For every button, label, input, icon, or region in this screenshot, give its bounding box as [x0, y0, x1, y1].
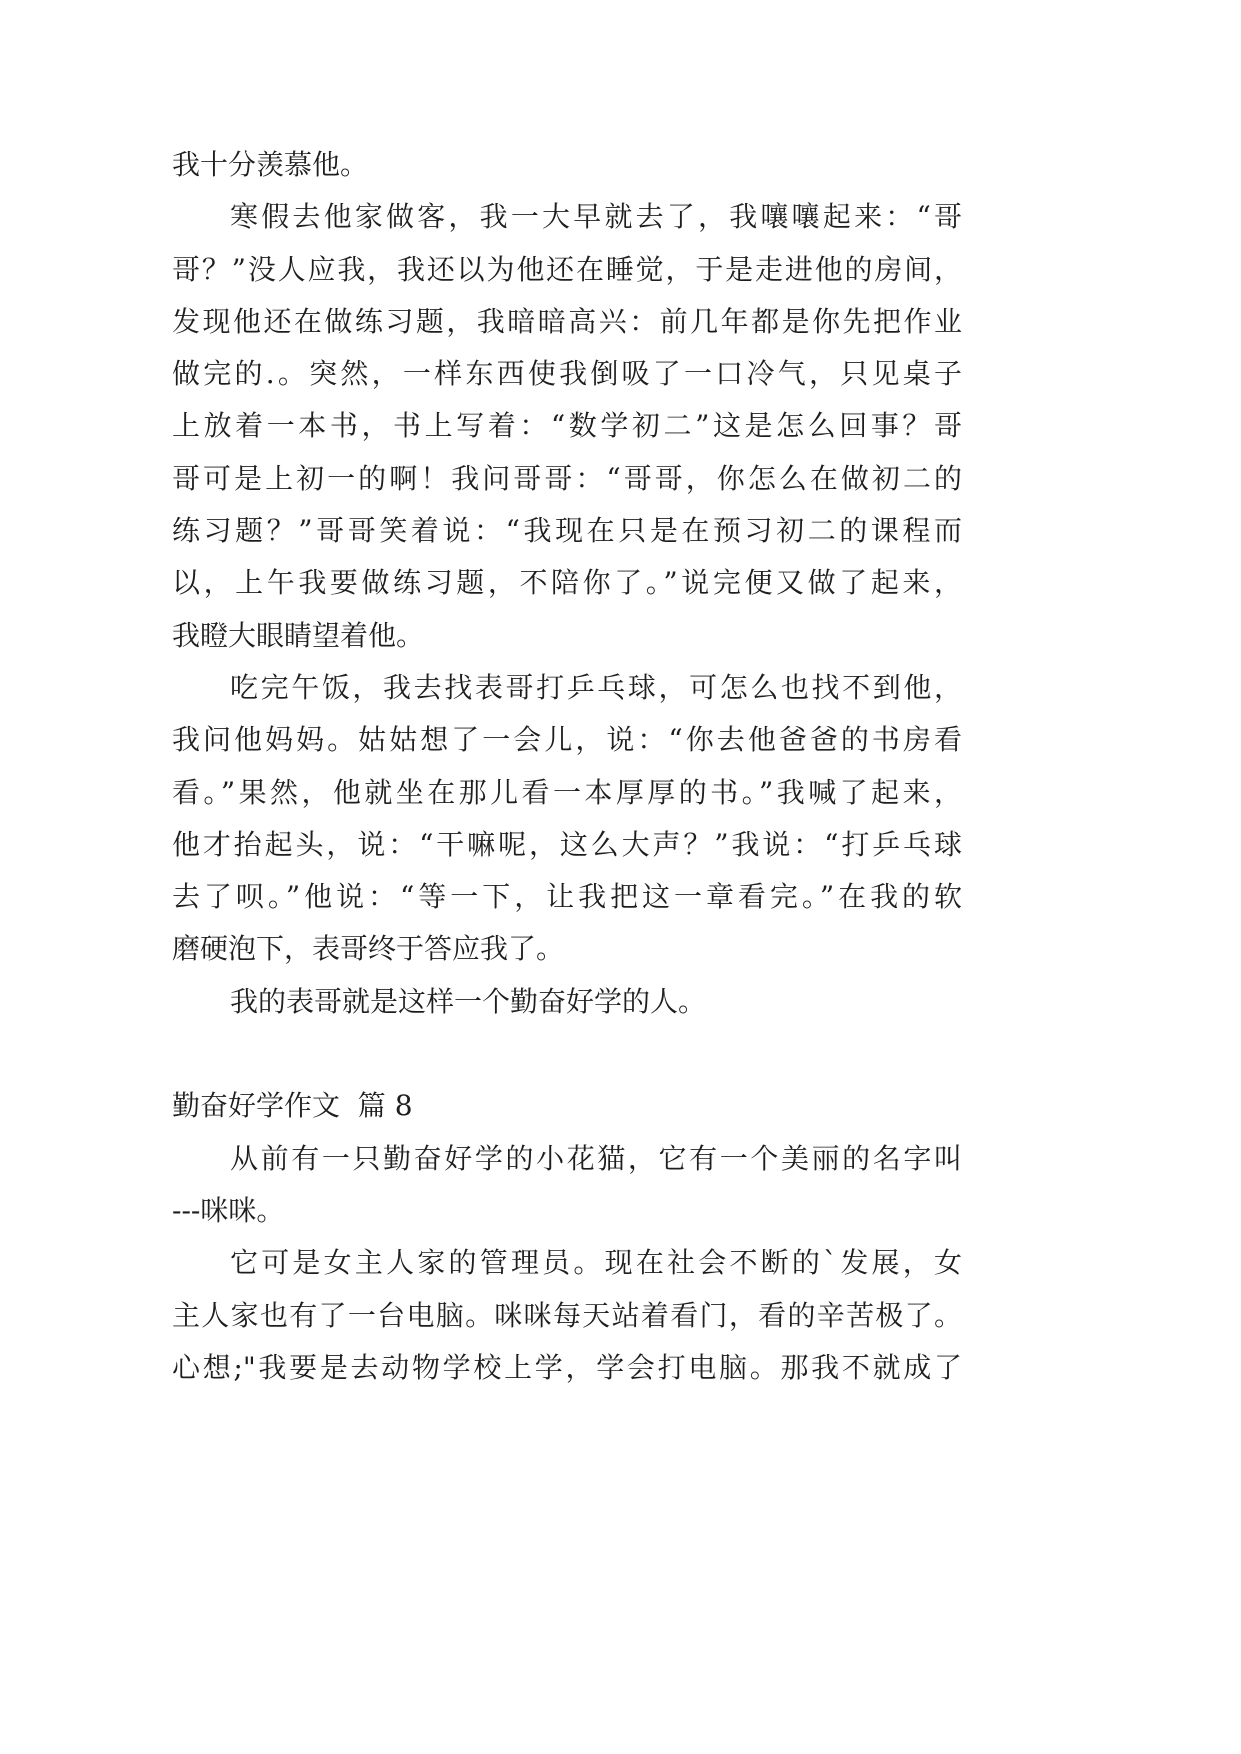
paragraph: [172, 191, 962, 662]
paragraph-line: 去了呗。”他说：“等一下，让我把这一章看完。”在我的软: [172, 880, 962, 914]
paragraph-line: 练习题？”哥哥笑着说：“我现在只是在预习初二的课程而: [172, 514, 962, 548]
paragraph-line: 主人家也有了一台电脑。咪咪每天站着看门，看的辛苦极了。: [172, 1298, 962, 1332]
paragraph-line: 我瞪大眼睛望着他。: [172, 618, 425, 652]
paragraph-line: 从前有一只勤奋好学的小花猫，它有一个美丽的名字叫: [230, 1141, 962, 1175]
paragraph-line: 寒假去他家做客，我一大早就去了，我嚷嚷起来：“哥: [230, 200, 962, 234]
paragraph-line: 看。”果然，他就坐在那儿看一本厚厚的书。”我喊了起来，: [172, 775, 962, 809]
paragraph-line: 它可是女主人家的管理员。现在社会不断的`发展，女: [230, 1246, 962, 1280]
paragraph-line: ---咪咪。: [172, 1193, 285, 1227]
paragraph: [172, 1237, 962, 1394]
paragraph: [172, 139, 962, 191]
section-heading: 勤奋好学作文 篇 8: [172, 1089, 413, 1123]
document-body: [172, 139, 962, 1394]
paragraph-line: 做完的.。突然，一样东西使我倒吸了一口冷气，只见桌子: [172, 357, 962, 391]
paragraph-line: 发现他还在做练习题，我暗暗高兴：前几年都是你先把作业: [172, 304, 962, 338]
paragraph: [172, 662, 962, 976]
paragraph-line: 哥可是上初一的啊！我问哥哥：“哥哥，你怎么在做初二的: [172, 461, 962, 495]
paragraph-line: 我的表哥就是这样一个勤奋好学的人。: [230, 984, 707, 1018]
paragraph-line: 心想;"我要是去动物学校上学，学会打电脑。那我不就成了: [172, 1350, 962, 1384]
paragraph-line: 哥？”没人应我，我还以为他还在睡觉，于是走进他的房间，: [172, 252, 962, 286]
paragraph-line: 我十分羡慕他。: [172, 148, 369, 181]
paragraph-line: 我问他妈妈。姑姑想了一会儿，说：“你去他爸爸的书房看: [172, 723, 962, 757]
paragraph: [172, 1133, 962, 1238]
paragraph-line: 他才抬起头，说：“干嘛呢，这么大声？”我说：“打乒乓球: [172, 827, 962, 861]
paragraph-line: 吃完午饭，我去找表哥打乒乓球，可怎么也找不到他，: [230, 670, 962, 704]
paragraph: [172, 976, 962, 1028]
paragraph-line: 磨硬泡下，表哥终于答应我了。: [172, 932, 565, 966]
paragraph-line: 上放着一本书，书上写着：“数学初二”这是怎么回事？哥: [172, 409, 962, 443]
paragraph-line: 以，上午我要做练习题，不陪你了。”说完便又做了起来，: [172, 566, 962, 600]
